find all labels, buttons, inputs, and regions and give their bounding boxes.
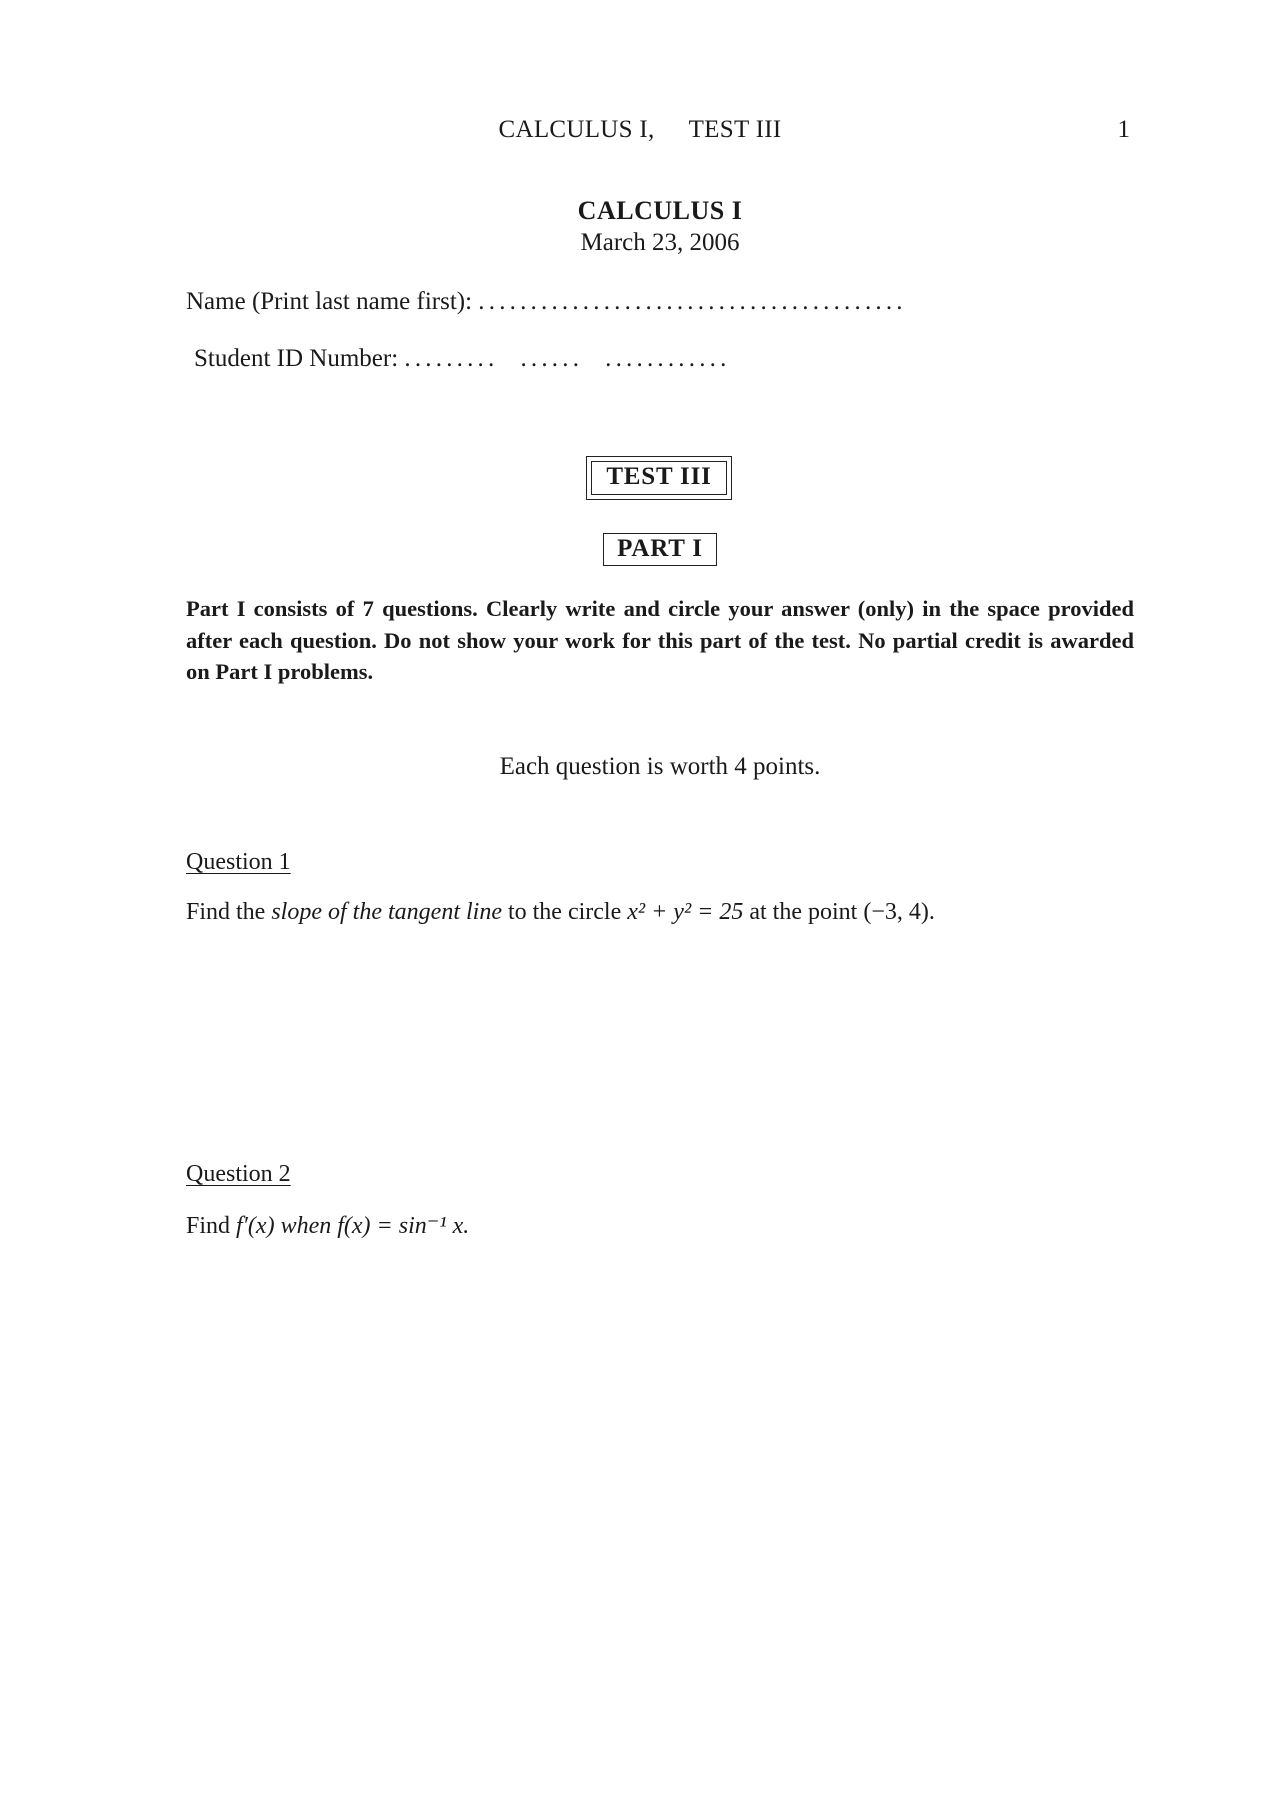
page-number: 1 bbox=[1117, 116, 1130, 143]
instructions-paragraph: Part I consists of 7 questions. Clearly write and circle your answer (only) in the space provided after each question. Do not show your work for this part of the test. No partial credit is awarded on Part I problems. bbox=[186, 596, 1134, 684]
name-label: Name (Print last name first): bbox=[186, 288, 473, 315]
exam-date: March 23, 2006 bbox=[580, 229, 740, 256]
test-label-box bbox=[586, 456, 732, 500]
question-1-suffix: at the point (−3, 4). bbox=[749, 899, 935, 925]
name-dotted-line: ......................................... bbox=[478, 288, 907, 315]
student-id-field[interactable] bbox=[194, 345, 731, 373]
question-2-text bbox=[186, 1211, 469, 1240]
name-field[interactable] bbox=[186, 288, 907, 316]
header-course: CALCULUS I, bbox=[498, 116, 655, 143]
running-header bbox=[0, 116, 1280, 144]
question-1-middle: to the circle bbox=[507, 899, 622, 925]
question-1-text bbox=[186, 899, 935, 926]
question-1-equation: x² + y² = 25 bbox=[627, 899, 744, 925]
test-label: TEST III bbox=[591, 461, 727, 495]
question-2-heading: Question 2 bbox=[186, 1161, 291, 1187]
question-2-prefix: Find bbox=[186, 1213, 231, 1239]
question-2-expression: f′(x) when f(x) = sin⁻¹ x. bbox=[236, 1213, 470, 1239]
question-1-prefix: Find the bbox=[186, 899, 266, 925]
question-1-heading: Question 1 bbox=[186, 849, 291, 875]
header-test: TEST III bbox=[688, 116, 782, 143]
question-1-emphasis: slope of the tangent line bbox=[271, 899, 502, 925]
student-id-label: Student ID Number: bbox=[194, 345, 399, 372]
part-label-box: PART I bbox=[603, 533, 717, 566]
student-id-dots-2: ...... bbox=[520, 345, 584, 372]
student-id-dots-1: ......... bbox=[404, 345, 499, 372]
points-note: Each question is worth 4 points. bbox=[499, 753, 821, 780]
exam-title: CALCULUS I bbox=[577, 196, 743, 225]
student-id-dots-3: ............ bbox=[605, 345, 731, 372]
